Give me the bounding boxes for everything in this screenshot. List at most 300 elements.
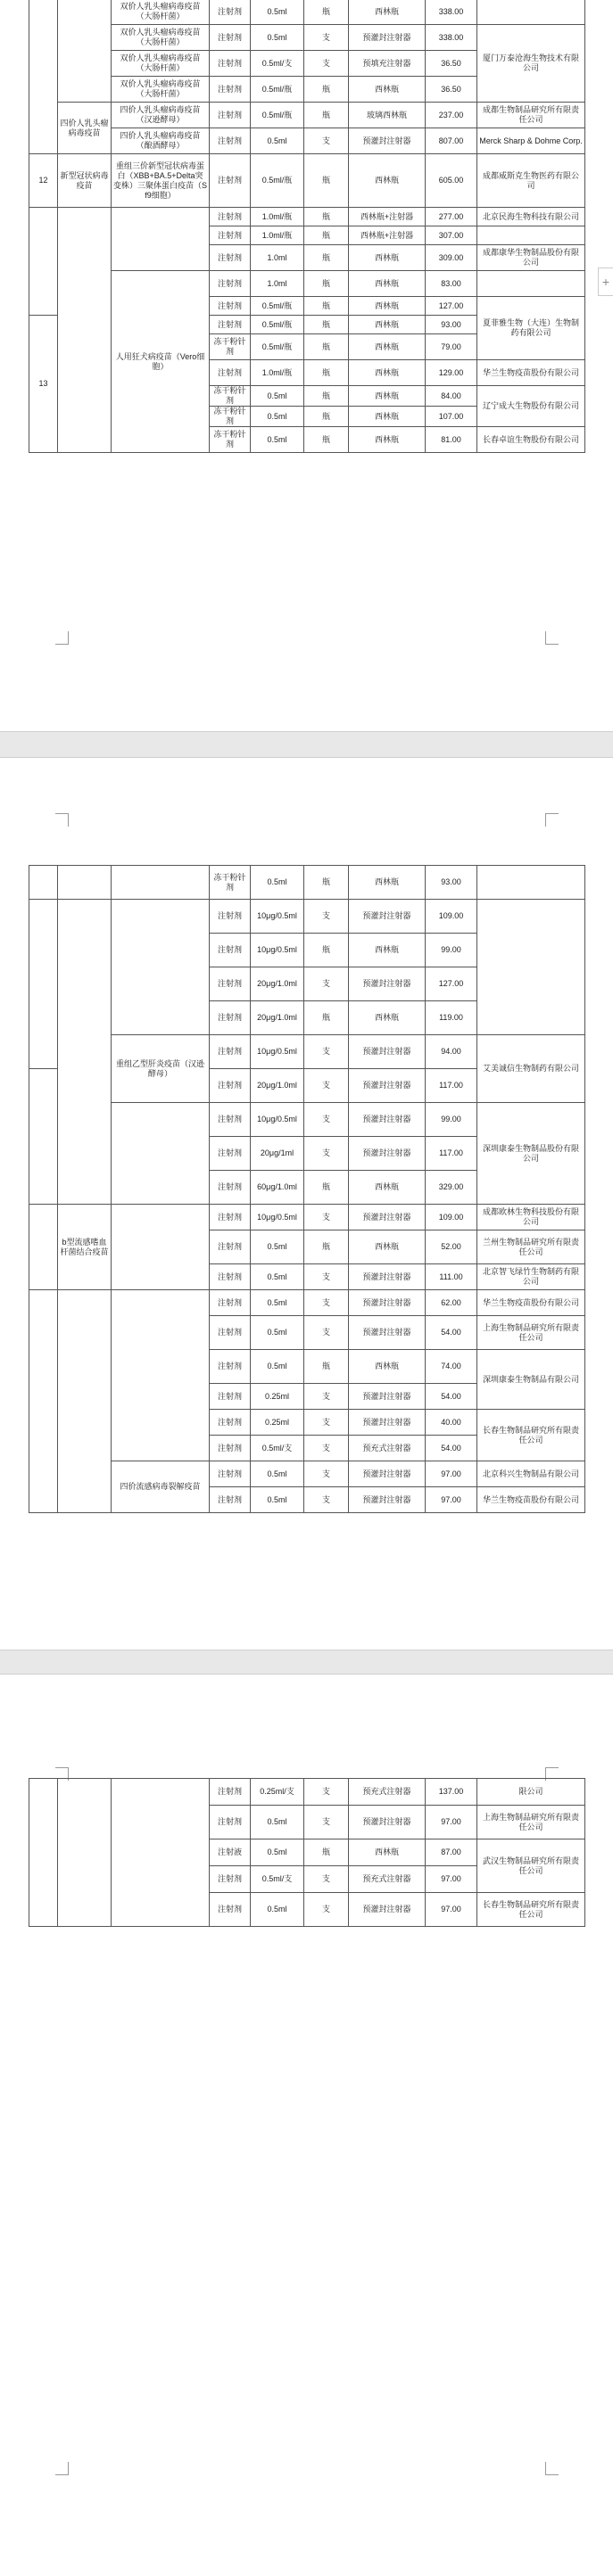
table-cell (29, 866, 58, 900)
page-corner-mark (545, 631, 559, 645)
table-cell (477, 271, 585, 297)
table-cell: 237.00 (426, 103, 477, 128)
vaccine-price-table-page-1 (29, 0, 585, 453)
table-cell: 注射剂 (210, 226, 251, 245)
table-cell: 注射剂 (210, 1806, 251, 1839)
table-cell: 109.00 (426, 1205, 477, 1230)
table-row (29, 1205, 585, 1230)
table-cell: 13 (29, 316, 58, 453)
table-cell: 注射剂 (210, 1779, 251, 1806)
table-cell: 87.00 (426, 1839, 477, 1866)
table-cell (29, 1069, 58, 1205)
table-cell: 西林瓶 (349, 1001, 426, 1035)
page-corner-mark (55, 2462, 69, 2475)
table-cell (29, 1290, 58, 1513)
table-cell: 华兰生物疫苗股份有限公司 (477, 1290, 585, 1316)
table-cell: 注射剂 (210, 1069, 251, 1103)
table-cell: 0.5ml (251, 1264, 304, 1290)
table-cell: 注射剂 (210, 934, 251, 967)
table-cell: 81.00 (426, 427, 477, 453)
table-row (29, 0, 585, 25)
table-cell: 20μg/1ml (251, 1137, 304, 1171)
table-cell: 54.00 (426, 1384, 477, 1410)
table-cell: 西林瓶 (349, 1839, 426, 1866)
table-cell: 支 (304, 1487, 349, 1513)
table-cell: 西林瓶 (349, 427, 426, 453)
table-cell: 40.00 (426, 1410, 477, 1436)
table-cell: 瓶 (304, 866, 349, 900)
table-row (29, 1035, 585, 1069)
table-cell: 127.00 (426, 297, 477, 316)
table-cell: 重组乙型肝炎疫苗（汉逊酵母） (112, 1035, 210, 1103)
table-cell: 瓶 (304, 226, 349, 245)
table-cell: 0.5ml/瓶 (251, 103, 304, 128)
table-cell: 支 (304, 967, 349, 1001)
table-body (29, 0, 585, 453)
table-cell: 西林瓶 (349, 316, 426, 334)
table-cell: 西林瓶 (349, 245, 426, 271)
table-cell: 注射剂 (210, 1264, 251, 1290)
table-row (29, 866, 585, 900)
table-cell: 双价人乳头瘤病毒疫苗（大肠杆菌） (112, 77, 210, 103)
table-cell: 54.00 (426, 1436, 477, 1461)
table-cell: 西林瓶 (349, 1230, 426, 1264)
table-cell: 西林瓶 (349, 934, 426, 967)
table-cell: 预灌封注射器 (349, 1316, 426, 1350)
table-cell: 瓶 (304, 1839, 349, 1866)
table-cell: 支 (304, 900, 349, 934)
table-cell: 西林瓶 (349, 1171, 426, 1205)
table-cell: 四价流感病毒裂解疫苗 (112, 1461, 210, 1513)
table-cell (58, 900, 112, 1205)
table-cell: 93.00 (426, 866, 477, 900)
table-cell: 0.5ml/瓶 (251, 316, 304, 334)
table-cell: 成都威斯克生物医药有限公司 (477, 154, 585, 208)
table-cell: 西林瓶 (349, 334, 426, 360)
table-cell: 0.5ml (251, 407, 304, 427)
table-cell: 111.00 (426, 1264, 477, 1290)
table-cell: 277.00 (426, 208, 477, 226)
document-page-2 (0, 758, 613, 1650)
table-cell: 支 (304, 1103, 349, 1137)
table-cell: 注射剂 (210, 1436, 251, 1461)
table-cell (477, 866, 585, 900)
table-cell: 0.5ml/支 (251, 51, 304, 77)
table-cell: 注射剂 (210, 1001, 251, 1035)
table-cell: 支 (304, 1779, 349, 1806)
table-cell: 10μg/0.5ml (251, 1205, 304, 1230)
table-cell: 83.00 (426, 271, 477, 297)
page-gap (0, 1650, 613, 1675)
table-cell: 预灌封注射器 (349, 1264, 426, 1290)
table-cell: 预充式注射器 (349, 1436, 426, 1461)
table-cell: 支 (304, 1264, 349, 1290)
table-cell: 0.5ml (251, 386, 304, 407)
table-cell: 新型冠状病毒疫苗 (58, 154, 112, 208)
table-cell: 注射剂 (210, 900, 251, 934)
table-cell: 瓶 (304, 297, 349, 316)
table-cell: 注射剂 (210, 1487, 251, 1513)
table-cell: 注射剂 (210, 1137, 251, 1171)
table-cell: 62.00 (426, 1290, 477, 1316)
table-cell: 0.5ml (251, 1893, 304, 1927)
table-cell: 注射剂 (210, 1205, 251, 1230)
table-cell: 支 (304, 51, 349, 77)
table-cell: 预灌封注射器 (349, 900, 426, 934)
table-cell: 74.00 (426, 1350, 477, 1384)
table-cell: 0.5ml (251, 25, 304, 51)
table-cell (112, 1290, 210, 1461)
table-cell: 338.00 (426, 0, 477, 25)
table-cell: 瓶 (304, 1230, 349, 1264)
table-cell: 冻干粉针剂 (210, 386, 251, 407)
table-cell: 瓶 (304, 208, 349, 226)
table-cell: 79.00 (426, 334, 477, 360)
table-row (29, 128, 585, 154)
table-cell: 0.25ml (251, 1410, 304, 1436)
table-cell: 0.5ml/瓶 (251, 77, 304, 103)
table-cell (112, 866, 210, 900)
table-cell: 127.00 (426, 967, 477, 1001)
table-cell: 四价人乳头瘤病毒疫苗 (58, 103, 112, 154)
table-cell: 20μg/1.0ml (251, 1001, 304, 1035)
table-cell: 93.00 (426, 316, 477, 334)
table-cell: 注射剂 (210, 1866, 251, 1893)
table-cell (112, 900, 210, 1035)
table-cell: 99.00 (426, 934, 477, 967)
table-cell: 支 (304, 1436, 349, 1461)
table-cell: 瓶 (304, 1171, 349, 1205)
table-cell: 上海生物制品研究所有限责任公司 (477, 1316, 585, 1350)
table-cell: 1.0ml/瓶 (251, 208, 304, 226)
table-cell: 97.00 (426, 1806, 477, 1839)
table-cell: 1.0ml (251, 271, 304, 297)
table-cell: 华兰生物疫苗股份有限公司 (477, 1487, 585, 1513)
table-cell: 0.5ml (251, 1806, 304, 1839)
table-cell: 北京科兴生物制品有限公司 (477, 1461, 585, 1487)
table-cell: 瓶 (304, 360, 349, 386)
table-cell: 10μg/0.5ml (251, 934, 304, 967)
table-cell: 支 (304, 1866, 349, 1893)
table-cell: 注射剂 (210, 1893, 251, 1927)
table-cell: 注射剂 (210, 1290, 251, 1316)
table-cell: 预灌封注射器 (349, 1103, 426, 1137)
table-cell: 注射剂 (210, 967, 251, 1001)
table-cell: 夏菲雅生物（大连）生物制药有限公司 (477, 297, 585, 360)
table-row (29, 25, 585, 51)
table-cell: 1.0ml/瓶 (251, 360, 304, 386)
table-cell: 瓶 (304, 334, 349, 360)
table-cell: 西林瓶 (349, 0, 426, 25)
table-cell: 双价人乳头瘤病毒疫苗（大肠杆菌） (112, 0, 210, 25)
table-cell: 预灌封注射器 (349, 1290, 426, 1316)
table-cell: 预填充注射器 (349, 51, 426, 77)
table-cell: 36.50 (426, 51, 477, 77)
table-cell: 重组三价新型冠状病毒蛋白（XBB+BA.5+Delta突变株）三聚体蛋白疫苗（Sf9细胞） (112, 154, 210, 208)
table-cell: 瓶 (304, 77, 349, 103)
table-cell: 辽宁成大生物股份有限公司 (477, 386, 585, 427)
table-cell: 20μg/1.0ml (251, 1069, 304, 1103)
table-cell: 10μg/0.5ml (251, 1035, 304, 1069)
table-body (29, 866, 585, 1513)
table-cell: 瓶 (304, 271, 349, 297)
table-cell: 注射剂 (210, 1410, 251, 1436)
table-cell: 预灌封注射器 (349, 1205, 426, 1230)
table-cell: 0.5ml/瓶 (251, 154, 304, 208)
table-cell: 西林瓶 (349, 77, 426, 103)
table-cell: 0.5ml (251, 128, 304, 154)
table-cell: 北京智飞绿竹生物制药有限公司 (477, 1264, 585, 1290)
table-cell: 支 (304, 25, 349, 51)
table-cell (29, 1779, 58, 1927)
table-cell: 注射剂 (210, 316, 251, 334)
table-cell: 成都康华生物制品股份有限公司 (477, 245, 585, 271)
table-cell: 注射剂 (210, 77, 251, 103)
table-cell: 人用狂犬病疫苗（Vero细胞） (112, 271, 210, 453)
table-cell: 注射剂 (210, 297, 251, 316)
table-cell: 西林瓶+注射器 (349, 226, 426, 245)
table-cell (29, 208, 58, 316)
table-cell: 西林瓶 (349, 360, 426, 386)
table-cell: 36.50 (426, 77, 477, 103)
table-cell: 60μg/1.0ml (251, 1171, 304, 1205)
table-cell (477, 226, 585, 245)
table-cell: 预灌封注射器 (349, 128, 426, 154)
table-cell: 限公司 (477, 1779, 585, 1806)
page-corner-mark (545, 2462, 559, 2475)
table-row (29, 208, 585, 226)
table-cell: 1.0ml/瓶 (251, 226, 304, 245)
table-cell: 注射剂 (210, 360, 251, 386)
table-cell: 支 (304, 1205, 349, 1230)
page-gap (0, 731, 613, 758)
table-row (29, 1290, 585, 1316)
table-cell (58, 1779, 112, 1927)
table-cell: 预灌封注射器 (349, 1893, 426, 1927)
table-cell: 瓶 (304, 934, 349, 967)
table-cell: 冻干粉针剂 (210, 334, 251, 360)
table-cell: 52.00 (426, 1230, 477, 1264)
table-cell: 西林瓶 (349, 1350, 426, 1384)
table-cell (112, 1205, 210, 1290)
document-page-3 (0, 1675, 613, 2576)
table-cell: 99.00 (426, 1103, 477, 1137)
table-cell (112, 1779, 210, 1927)
table-cell: 西林瓶 (349, 386, 426, 407)
table-cell: 冻干粉针剂 (210, 407, 251, 427)
table-cell: 瓶 (304, 427, 349, 453)
table-cell: 0.5ml (251, 1230, 304, 1264)
table-cell: b型流感嗜血杆菌结合疫苗 (58, 1205, 112, 1290)
table-cell: 注射剂 (210, 208, 251, 226)
table-cell: 329.00 (426, 1171, 477, 1205)
table-cell: 注射剂 (210, 25, 251, 51)
table-cell: 10μg/0.5ml (251, 1103, 304, 1137)
table-cell: 0.5ml/瓶 (251, 297, 304, 316)
table-cell: 四价人乳头瘤病毒疫苗（酿酒酵母） (112, 128, 210, 154)
table-cell: 97.00 (426, 1866, 477, 1893)
table-cell: 54.00 (426, 1316, 477, 1350)
table-cell: 97.00 (426, 1487, 477, 1513)
table-cell: 双价人乳头瘤病毒疫苗（大肠杆菌） (112, 25, 210, 51)
table-cell: 107.00 (426, 407, 477, 427)
table-cell: 支 (304, 1290, 349, 1316)
table-cell: 瓶 (304, 154, 349, 208)
table-cell: 武汉生物制品研究所有限责任公司 (477, 1839, 585, 1893)
vaccine-price-table-page-2 (29, 865, 585, 1513)
table-cell: 预灌封注射器 (349, 25, 426, 51)
table-cell (58, 0, 112, 103)
table-cell: 预灌封注射器 (349, 1487, 426, 1513)
table-cell: 129.00 (426, 360, 477, 386)
table-cell: 预灌封注射器 (349, 1461, 426, 1487)
table-cell: 西林瓶 (349, 271, 426, 297)
table-cell: 西林瓶 (349, 866, 426, 900)
table-cell: 华兰生物疫苗股份有限公司 (477, 360, 585, 386)
table-cell: 西林瓶 (349, 407, 426, 427)
table-cell: 支 (304, 1806, 349, 1839)
table-cell: 成都生物制品研究所有限责任公司 (477, 103, 585, 128)
table-cell: 注射剂 (210, 271, 251, 297)
table-cell: 0.5ml (251, 1487, 304, 1513)
table-cell: 西林瓶 (349, 154, 426, 208)
table-cell: 注射剂 (210, 0, 251, 25)
table-cell: 厦门万泰沧海生物技术有限公司 (477, 25, 585, 103)
table-cell: 长春卓谊生物股份有限公司 (477, 427, 585, 453)
table-cell (112, 208, 210, 271)
table-cell: 预灌封注射器 (349, 1069, 426, 1103)
table-row (29, 1103, 585, 1137)
table-cell: 支 (304, 1137, 349, 1171)
table-cell: 预灌封注射器 (349, 1410, 426, 1436)
table-cell: 0.5ml (251, 1350, 304, 1384)
table-cell: 四价人乳头瘤病毒疫苗（汉逊酵母） (112, 103, 210, 128)
table-cell (29, 900, 58, 1069)
table-cell: 119.00 (426, 1001, 477, 1035)
table-cell: 0.5ml (251, 1290, 304, 1316)
table-cell: 支 (304, 1035, 349, 1069)
table-cell (58, 1290, 112, 1513)
table-cell: 玻璃西林瓶 (349, 103, 426, 128)
table-cell: 109.00 (426, 900, 477, 934)
table-cell: 0.5ml (251, 1316, 304, 1350)
table-cell: 注射剂 (210, 245, 251, 271)
table-cell: 支 (304, 1461, 349, 1487)
table-cell: 注射剂 (210, 51, 251, 77)
table-cell: 97.00 (426, 1461, 477, 1487)
table-cell: 注射剂 (210, 1316, 251, 1350)
table-cell: 支 (304, 1384, 349, 1410)
table-cell: 注射剂 (210, 1171, 251, 1205)
table-cell: 预灌封注射器 (349, 1035, 426, 1069)
table-cell: 注射剂 (210, 103, 251, 128)
table-cell: 0.25ml (251, 1384, 304, 1410)
table-cell (29, 1205, 58, 1290)
table-cell (477, 0, 585, 25)
table-cell: 605.00 (426, 154, 477, 208)
table-cell: 10μg/0.5ml (251, 900, 304, 934)
table-cell: 0.5ml (251, 427, 304, 453)
table-cell: 137.00 (426, 1779, 477, 1806)
table-cell: 西林瓶 (349, 297, 426, 316)
table-cell: 117.00 (426, 1137, 477, 1171)
table-cell: 807.00 (426, 128, 477, 154)
table-cell: 注射剂 (210, 1461, 251, 1487)
document-page-1 (0, 0, 613, 731)
table-cell: 冻干粉针剂 (210, 866, 251, 900)
table-cell: 20μg/1.0ml (251, 967, 304, 1001)
table-cell: 注射剂 (210, 1230, 251, 1264)
table-cell: 北京民海生物科技有限公司 (477, 208, 585, 226)
table-row (29, 1779, 585, 1806)
table-cell: 预充式注射器 (349, 1779, 426, 1806)
table-cell: 预灌封注射器 (349, 967, 426, 1001)
table-cell: 支 (304, 1069, 349, 1103)
table-cell: 0.5ml/支 (251, 1436, 304, 1461)
table-cell: 307.00 (426, 226, 477, 245)
table-cell: 艾美诚信生物制药有限公司 (477, 1035, 585, 1103)
table-cell: 支 (304, 1316, 349, 1350)
table-cell: 338.00 (426, 25, 477, 51)
page-corner-mark (545, 813, 559, 827)
page-corner-mark (55, 631, 69, 645)
table-cell: 97.00 (426, 1893, 477, 1927)
table-cell: 0.5ml (251, 1839, 304, 1866)
table-cell (477, 900, 585, 1035)
table-cell: 0.5ml (251, 1461, 304, 1487)
table-cell: 注射剂 (210, 1350, 251, 1384)
table-cell (58, 866, 112, 900)
table-cell: 瓶 (304, 407, 349, 427)
table-body (29, 1779, 585, 1927)
table-cell: 12 (29, 154, 58, 208)
table-cell: 瓶 (304, 1350, 349, 1384)
table-row (29, 900, 585, 934)
table-cell: 0.25ml/支 (251, 1779, 304, 1806)
table-row (29, 154, 585, 208)
table-cell: 预灌封注射器 (349, 1806, 426, 1839)
table-cell: 注射剂 (210, 154, 251, 208)
table-cell: 深圳康泰生物制品股份有限公司 (477, 1103, 585, 1205)
table-cell: 0.5ml/瓶 (251, 334, 304, 360)
table-cell: 兰州生物制品研究所有限责任公司 (477, 1230, 585, 1264)
table-cell: 长春生物制品研究所有限责任公司 (477, 1410, 585, 1461)
table-cell: 117.00 (426, 1069, 477, 1103)
table-cell: 1.0ml (251, 245, 304, 271)
table-cell: 0.5ml (251, 0, 304, 25)
table-cell: Merck Sharp & Dohme Corp. (477, 128, 585, 154)
table-cell: 支 (304, 128, 349, 154)
table-cell: 注射液 (210, 1839, 251, 1866)
side-expand-button[interactable]: + (598, 267, 613, 296)
table-cell: 94.00 (426, 1035, 477, 1069)
table-cell: 预灌封注射器 (349, 1137, 426, 1171)
table-cell: 双价人乳头瘤病毒疫苗（大肠杆菌） (112, 51, 210, 77)
table-cell: 上海生物制品研究所有限责任公司 (477, 1806, 585, 1839)
table-cell: 长春生物制品研究所有限责任公司 (477, 1893, 585, 1927)
table-cell (29, 0, 58, 154)
table-row (29, 1461, 585, 1487)
table-cell: 预灌封注射器 (349, 1384, 426, 1410)
table-cell (58, 208, 112, 453)
table-cell (112, 1103, 210, 1205)
table-cell: 支 (304, 1410, 349, 1436)
table-cell: 瓶 (304, 386, 349, 407)
table-cell: 注射剂 (210, 1035, 251, 1069)
vaccine-price-table-page-3 (29, 1778, 585, 1927)
table-cell: 0.5ml/支 (251, 1866, 304, 1893)
table-cell: 注射剂 (210, 128, 251, 154)
